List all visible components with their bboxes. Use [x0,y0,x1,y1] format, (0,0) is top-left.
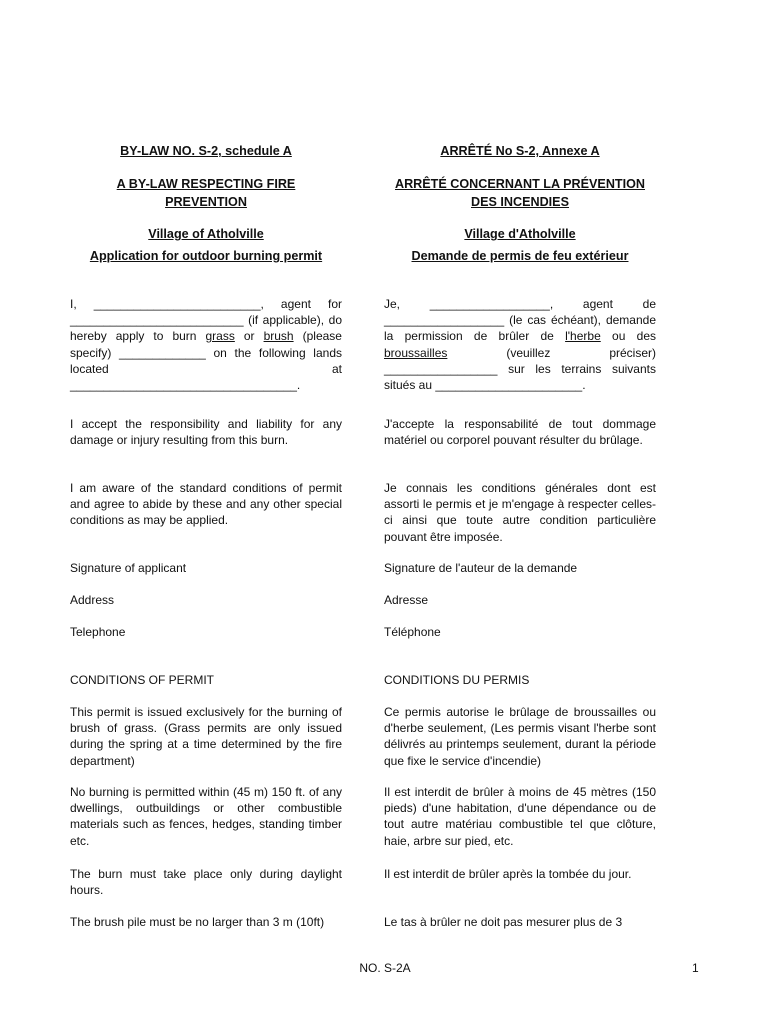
village-name-fr: Village d'Atholville [464,227,576,241]
conditions-heading: CONDITIONS OF PERMIT [70,673,214,687]
arrete-heading: ARRÊTÉ No S-2, Annexe A [440,144,600,158]
address-label-fr: Adresse [384,593,429,607]
condition-2-fr: Il est interdit de brûler à moins de 45 mètres (150 pieds) d'une habitation, d'une dépendance ou de tout autre matériau combustible tel que clôture, haie, arbre sur pied, etc. [384,785,656,848]
conditions-heading-fr: CONDITIONS DU PERMIS [384,673,530,687]
condition-1-fr: Ce permis autorise le brûlage de broussailles ou d'herbe seulement, (Les permis visant l'herbe sont délivrés au printemps seulement, durant la période que fixe le service d'incendie) [384,705,656,768]
application-title: Application for outdoor burning permit [89,249,323,263]
condition-2: No burning is permitted within (45 m) 150 ft. of any dwellings, outbuildings or other combustible materials such as fences, hedges, standing timber etc. [70,785,342,848]
liability-statement-fr: J'accepte la responsabilité de tout dommage matériel ou corporel pouvant résulter du brûlage. [384,417,656,448]
application-statement-fr: Je, __________________, agent de __________________ (le cas échéant), demande la permission de brûler de l'herbe ou des broussailles (veuillez préciser) _________________ sur les terrains suivants situés au ______________________. [384,297,656,393]
bylaw-heading: BY-LAW NO. S-2, schedule A [120,144,292,158]
condition-1: This permit is issued exclusively for the burning of brush of grass. (Grass permits are only issued during the spring at a time determined by the fire department) [70,705,342,768]
application-title-fr: Demande de permis de feu extérieur [411,249,629,263]
signature-label: Signature of applicant [70,561,187,575]
telephone-label-fr: Téléphone [384,625,441,639]
conditions-statement-fr: Je connais les conditions générales dont est assorti le permis et je m'engage à respecter celles-ci ainsi que toute autre condition particulière pouvant être imposée. [384,481,656,544]
condition-4-fr: Le tas à brûler ne doit pas mesurer plus de 3 [384,915,623,929]
condition-3: The burn must take place only during daylight hours. [70,867,342,898]
footer-code: NO. S-2A [359,961,411,975]
application-statement: I, _________________________, agent for __________________________ (if applicable), do hereby apply to burn grass or brush (please specify) _____________ on the following lands located at __________________________________. [70,297,342,393]
address-label: Address [70,593,115,607]
condition-3-fr: Il est interdit de brûler après la tombée du jour. [384,867,632,881]
page-number: 1 [692,961,699,975]
conditions-statement: I am aware of the standard conditions of permit and agree to abide by these and any other special conditions as may be applied. [70,481,342,528]
condition-4: The brush pile must be no larger than 3 m (10ft) [70,915,325,929]
liability-statement: I accept the responsibility and liability for any damage or injury resulting from this burn. [70,417,342,448]
bylaw-title: A BY-LAW RESPECTING FIRE PREVENTION [116,177,296,209]
telephone-label: Telephone [70,625,126,639]
village-name: Village of Atholville [148,227,264,241]
arrete-title: ARRÊTÉ CONCERNANT LA PRÉVENTION DES INCENDIES [394,177,646,209]
signature-label-fr: Signature de l'auteur de la demande [384,561,578,575]
